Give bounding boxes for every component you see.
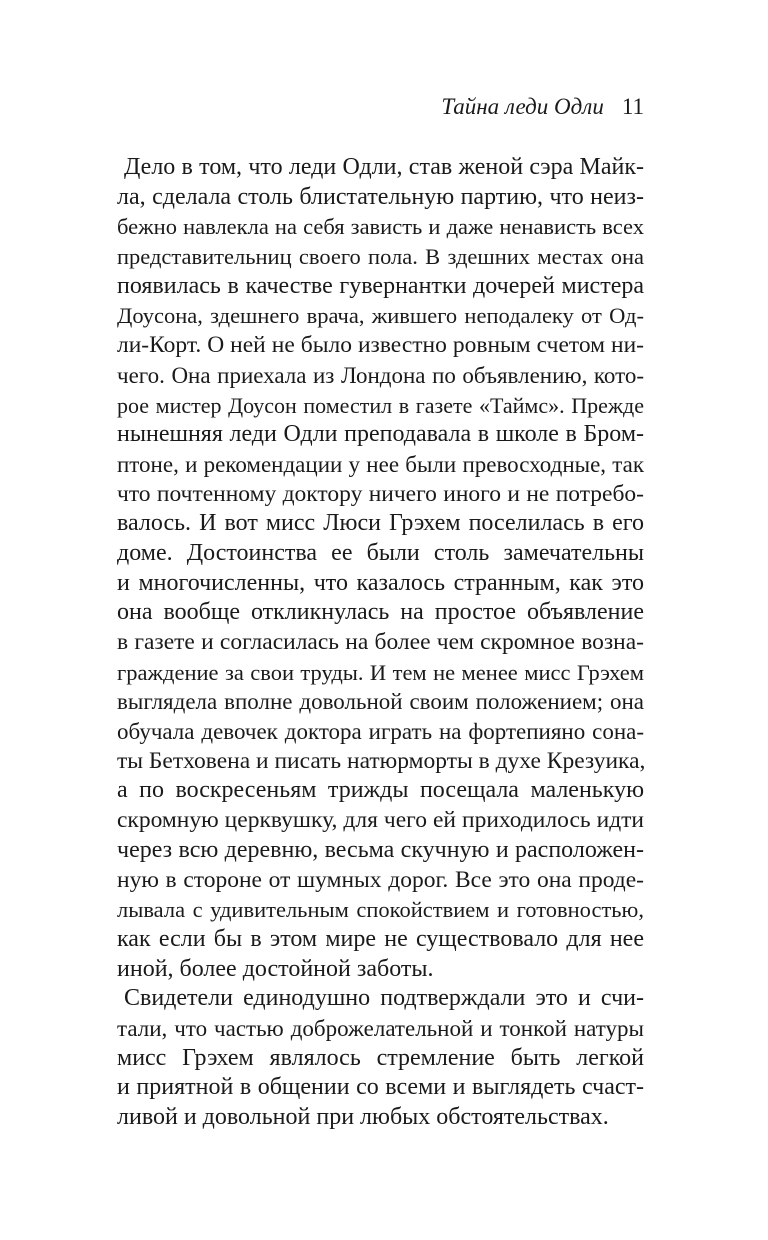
text-line: она вообще откликнулась на простое объявление [117, 599, 644, 626]
text-line: выглядела вполне довольной своим положением; она [117, 689, 644, 715]
text-line: Дело в том, что леди Одли, став женой сэра Майк- [124, 154, 644, 180]
text-line: ты Бетховена и писать натюрморты в духе Крезуика, [117, 747, 646, 774]
running-title: Тайна леди Одли [441, 94, 604, 119]
text-line: мисс Грэхем являлось стремление быть легкой [117, 1044, 644, 1071]
text-line: лывала с удивительным спокойствием и готовностью, [117, 897, 644, 923]
running-head [441, 92, 644, 122]
text-line: и приятной в общении со всеми и выглядеть счаст- [117, 1074, 644, 1101]
text-line: чего. Она приехала из Лондона по объявлению, кото- [117, 362, 644, 388]
paragraph-1 [117, 153, 644, 984]
text-line: появилась в качестве гувернантки дочерей мистера [117, 272, 644, 299]
text-line: скромную церквушку, для чего ей приходилось идти [117, 807, 644, 834]
text-line: нынешняя леди Одли преподавала в школе в Бром- [117, 421, 644, 448]
text-line: представительниц своего пола. В здешних местах она [117, 244, 644, 270]
text-line: что почтенному доктору ничего иного и не потребо- [117, 480, 644, 507]
text-line: ную в стороне от шумных дорог. Все это она проде- [117, 866, 644, 893]
text-line: через всю деревню, весьма скучную и расположен- [117, 836, 644, 863]
text-line: а по воскресеньям трижды посещала маленькую [117, 777, 644, 804]
text-line: рое мистер Доусон поместил в газете «Таймс». Прежде [117, 392, 644, 418]
text-line: обучала девочек доктора играть на фортепияно сона- [117, 719, 644, 745]
text-line: граждение за свои труды. И тем не менее мисс Грэхем [117, 659, 644, 685]
text-line: Свидетели единодушно подтверждали это и счи- [124, 985, 644, 1012]
text-line: тали, что частью доброжелательной и тонкой натуры [117, 1015, 644, 1041]
page-number: 11 [621, 94, 644, 119]
paragraph-2 [117, 984, 644, 1132]
text-line: бежно навлекла на себя зависть и даже ненависть всех [117, 214, 644, 240]
text-line: доме. Достоинства ее были столь замечательны [117, 539, 644, 566]
body-text [117, 153, 644, 1133]
text-line: ливой и довольной при любых обстоятельствах. [117, 1104, 609, 1130]
text-line: в газете и согласилась на более чем скромное возна- [117, 629, 644, 655]
text-line: ли-Корт. О ней не было известно ровным счетом ни- [117, 332, 644, 359]
text-line: ла, сделала столь блистательную партию, что неиз- [117, 183, 644, 210]
text-line: птоне, и рекомендации у нее были превосходные, так [117, 451, 644, 477]
text-line: иной, более достойной заботы. [117, 955, 434, 982]
text-line: как если бы в этом мире не существовало для нее [117, 925, 644, 952]
text-line: валось. И вот мисс Люси Грэхем поселилась в его [117, 510, 644, 537]
text-line: и многочисленны, что казалось странным, как это [117, 569, 644, 596]
text-line: Доусона, здешнего врача, жившего неподалеку от Од- [117, 303, 644, 329]
